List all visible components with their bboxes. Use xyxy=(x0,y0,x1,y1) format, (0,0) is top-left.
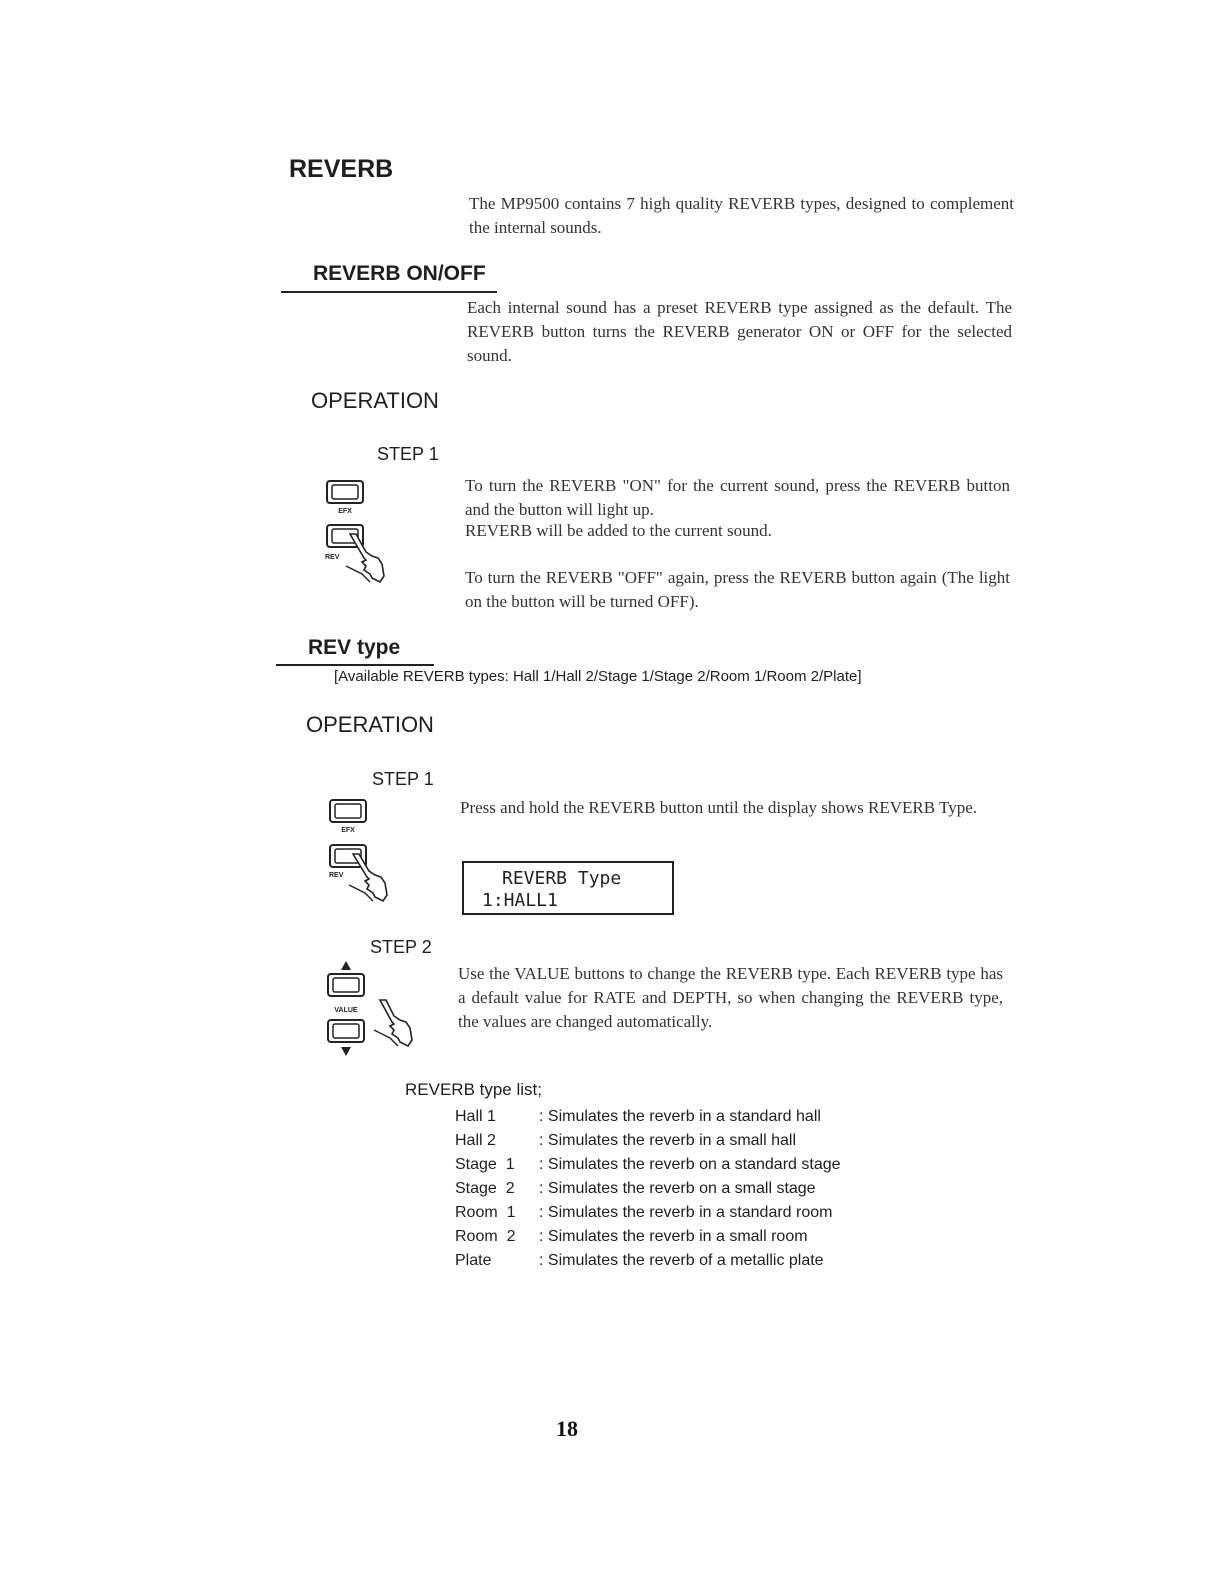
reverb-button-illustration xyxy=(327,797,407,907)
button-panel-icon xyxy=(322,478,402,588)
onoff-paragraph-1: To turn the REVERB "ON" for the current sound, press the REVERB button and the button will light up. xyxy=(465,476,1010,519)
type-description: : Simulates the reverb in a small hall xyxy=(539,1132,796,1149)
triangle-up-icon xyxy=(341,961,351,970)
type-name: Stage 2 xyxy=(455,1180,515,1197)
lcd-display xyxy=(462,861,674,915)
type-name: Stage 1 xyxy=(455,1156,515,1173)
step1-text: Press and hold the REVERB button until the display shows REVERB Type. xyxy=(460,798,977,817)
type-name: Room 1 xyxy=(455,1204,516,1221)
value-label: VALUE xyxy=(334,1007,358,1014)
reverb-type-list xyxy=(455,1108,875,1278)
section-heading-rev-type: REV type xyxy=(308,636,401,659)
type-description: : Simulates the reverb in a standard room xyxy=(539,1204,833,1221)
onoff-paragraph-3: To turn the REVERB "OFF" again, press the REVERB button again (The light on the button will be turned OFF). xyxy=(465,568,1010,611)
step-label: STEP 1 xyxy=(372,769,434,789)
section-underline xyxy=(276,664,434,666)
type-list-title: REVERB type list; xyxy=(405,1080,542,1099)
type-description: : Simulates the reverb of a metallic plate xyxy=(539,1252,824,1269)
type-name: Plate xyxy=(455,1252,492,1269)
triangle-down-icon xyxy=(341,1047,351,1056)
onoff-paragraph-2: REVERB will be added to the current sound. xyxy=(465,521,772,540)
operation-heading: OPERATION xyxy=(311,388,439,413)
rev-label: REV xyxy=(325,554,340,561)
type-name: Hall 1 xyxy=(455,1108,496,1125)
page-number: 18 xyxy=(556,1416,578,1441)
step2-text: Use the VALUE buttons to change the REVERB type. Each REVERB type has a default value for RATE and DEPTH, so when changing the REVERB type, the values are changed automatically. xyxy=(458,964,1003,1031)
step-label: STEP 1 xyxy=(377,444,439,464)
page-title: REVERB xyxy=(289,155,394,183)
pressing-hand-icon xyxy=(380,1000,412,1046)
onoff-description: Each internal sound has a preset REVERB type assigned as the default. The REVERB button turns the REVERB generator ON or OFF for the selected sound. xyxy=(467,298,1012,365)
operation-heading: OPERATION xyxy=(306,712,434,737)
available-types: [Available REVERB types: Hall 1/Hall 2/Stage 1/Stage 2/Room 1/Room 2/Plate] xyxy=(334,668,862,685)
section-underline xyxy=(281,291,497,293)
type-description: : Simulates the reverb on a standard stage xyxy=(539,1156,841,1173)
pressing-hand-icon xyxy=(350,534,384,582)
type-description: : Simulates the reverb in a small room xyxy=(539,1228,808,1245)
type-name: Room 2 xyxy=(455,1228,516,1245)
type-description: : Simulates the reverb on a small stage xyxy=(539,1180,816,1197)
type-description: : Simulates the reverb in a standard hall xyxy=(539,1108,821,1125)
reverb-button-illustration xyxy=(322,478,402,588)
rev-label: REV xyxy=(329,872,344,879)
intro-text: The MP9500 contains 7 high quality REVERB types, designed to complement the internal sounds. xyxy=(469,194,1014,237)
value-buttons-icon xyxy=(324,958,424,1062)
type-name: Hall 2 xyxy=(455,1132,496,1149)
button-panel-icon xyxy=(327,797,407,907)
value-button-illustration xyxy=(324,958,424,1062)
section-heading-reverb-onoff: REVERB ON/OFF xyxy=(313,262,486,285)
pressing-hand-icon xyxy=(353,854,387,901)
step-label: STEP 2 xyxy=(370,937,432,957)
lcd-line-2: 1:HALL1 xyxy=(482,890,558,911)
efx-label: EFX xyxy=(338,508,352,515)
lcd-line-1: REVERB Type xyxy=(502,868,622,889)
efx-label: EFX xyxy=(341,827,355,834)
